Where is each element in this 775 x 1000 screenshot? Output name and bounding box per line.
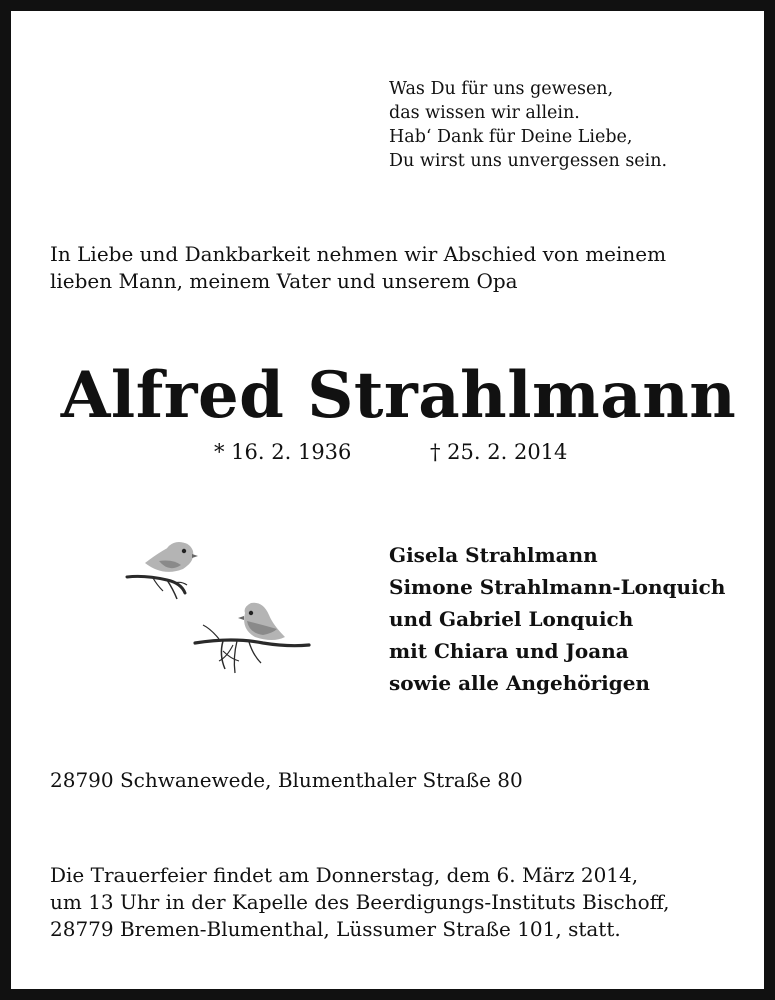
poem-line: Was Du für uns gewesen,	[389, 79, 614, 99]
family-line: Gisela Strahlmann	[389, 543, 598, 567]
funeral-line: Die Trauerfeier findet am Donnerstag, dem 6. März 2014,	[50, 863, 639, 887]
intro-text	[50, 241, 666, 295]
family-line: mit Chiara und Joana	[389, 639, 629, 663]
birds-on-branches-illustration	[123, 533, 323, 683]
intro-line: lieben Mann, meinem Vater und unserem Opa	[50, 269, 518, 293]
deceased-name: Alfred Strahlmann	[60, 358, 737, 433]
poem	[389, 77, 667, 173]
funeral-line: um 13 Uhr in der Kapelle des Beerdigungs-Instituts Bischoff,	[50, 890, 670, 914]
upper-branch	[127, 576, 187, 599]
family-signatures	[389, 539, 725, 699]
family-line: sowie alle Angehörigen	[389, 671, 650, 695]
death-date: † 25. 2. 2014	[430, 440, 568, 464]
upper-bird	[145, 542, 198, 572]
funeral-line: 28779 Bremen-Blumenthal, Lüssumer Straße 101, statt.	[50, 917, 621, 941]
family-line: Simone Strahlmann-Lonquich	[389, 575, 726, 599]
funeral-notice	[50, 862, 670, 943]
family-address: 28790 Schwanewede, Blumenthaler Straße 80	[50, 768, 523, 792]
poem-line: das wissen wir allein.	[389, 103, 580, 123]
poem-line: Hab‘ Dank für Deine Liebe,	[389, 127, 633, 147]
intro-line: In Liebe und Dankbarkeit nehmen wir Abschied von meinem	[50, 242, 667, 266]
lower-bird	[238, 603, 285, 640]
family-line: und Gabriel Lonquich	[389, 607, 634, 631]
birth-date: * 16. 2. 1936	[214, 440, 352, 464]
poem-line: Du wirst uns unvergessen sein.	[389, 151, 668, 171]
